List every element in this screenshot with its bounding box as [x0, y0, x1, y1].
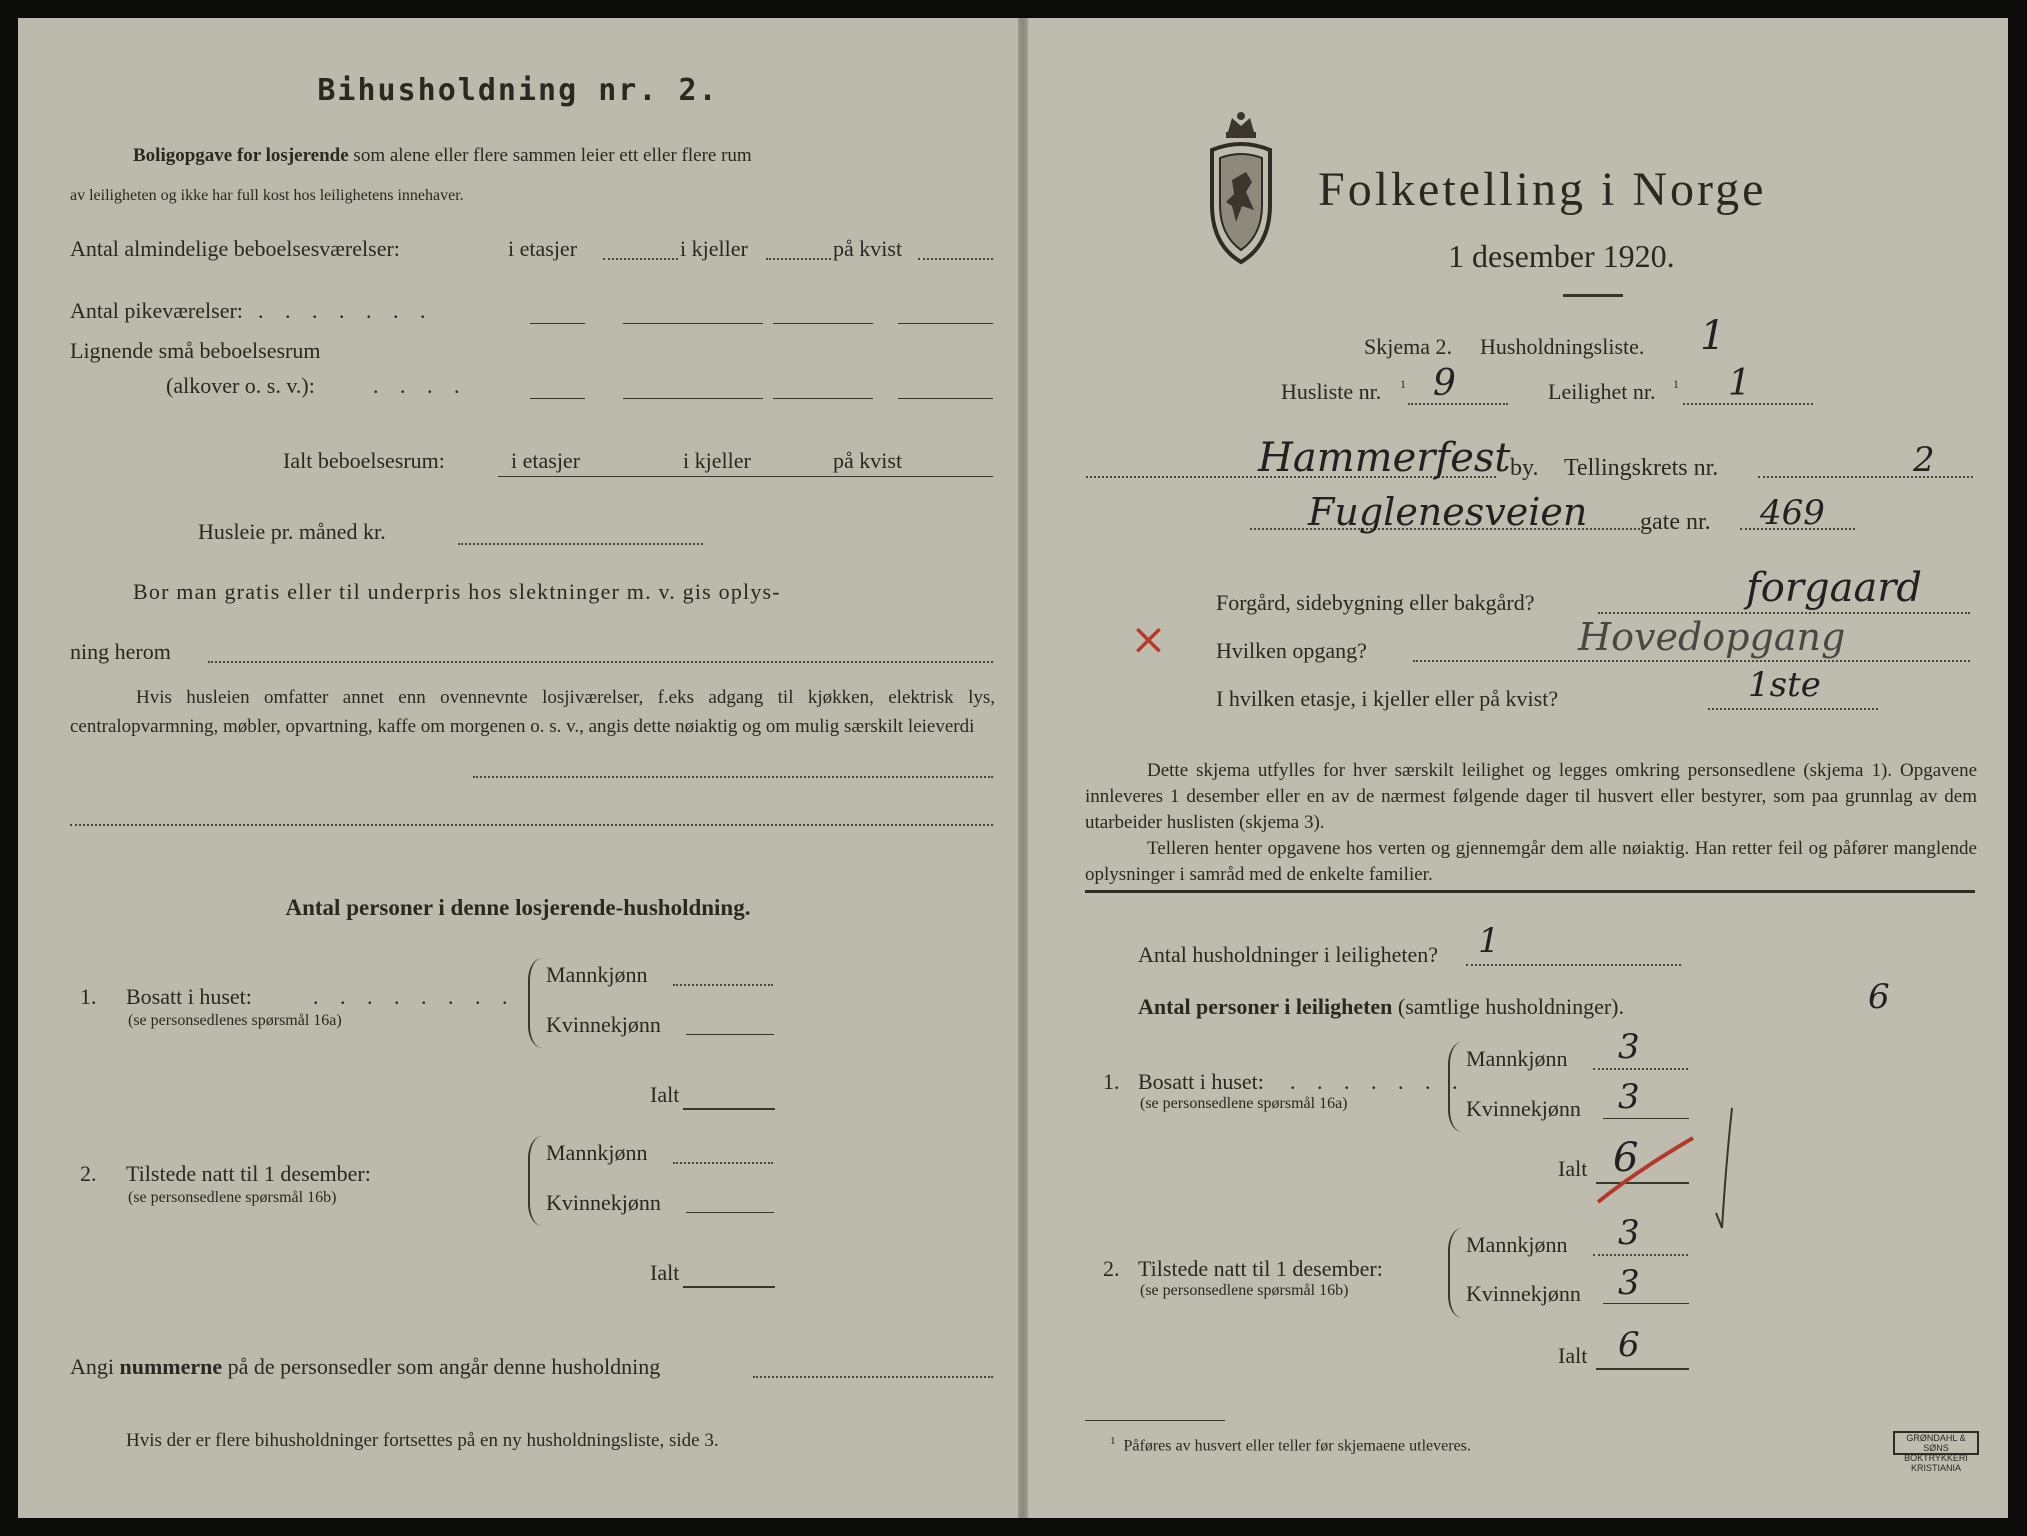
total-rooms-field[interactable]: [498, 476, 993, 477]
total-rooms-label: Ialt beboelsesrum:: [283, 448, 445, 473]
rooms-cellar-field[interactable]: [766, 258, 831, 260]
small-rooms-attic-field[interactable]: [773, 398, 873, 399]
q2-male-label: Mannkjønn: [546, 1140, 648, 1165]
instructions-1: Dette skjema utfylles for hver særskilt leilighet og legges omkring personsedlene (skjema 1). Opgavene innleveres 1 desember eller en av de nærmest følgende dager til husvert eller bestyrer, som paa grunnlag av dem utarbeider huslisten (skjema 3).: [1085, 760, 1977, 833]
total-rooms-cellar-label: i kjeller: [683, 448, 751, 473]
r-q1-brace: [1448, 1042, 1464, 1132]
left-title: Bihusholdning nr. 2.: [317, 73, 719, 108]
instructions-2: Telleren henter opgavene hos verten og gjennemgår dem alle nøiaktig. Han retter feil og påfører manglende oplysninger i samråd med de enkelte familier.: [1085, 838, 1977, 885]
right-page: [1028, 18, 2008, 1518]
households-label: Antal husholdninger i leiligheten?: [1138, 942, 1438, 967]
free-housing-line-1: Bor man gratis eller til underpris hos slektninger m. v. gis oplys-: [133, 579, 781, 604]
r-q1-label: Bosatt i huset:: [1138, 1069, 1264, 1094]
printer-stamp: GRØNDAHL & SØNS BOKTRYKKERI KRISTIANIA: [1893, 1431, 1979, 1455]
date-underline: [1563, 294, 1623, 297]
small-rooms-floor-field[interactable]: [530, 398, 585, 399]
entrance-label: Hvilken opgang?: [1216, 638, 1367, 663]
intro-line-2: av leiligheten og ikke har full kost hos leilighetens innehaver.: [70, 187, 464, 204]
maid-rooms-floor-field[interactable]: [530, 323, 585, 324]
total-rooms-attic-label: på kvist: [833, 448, 903, 473]
district-field[interactable]: [1758, 476, 1973, 478]
street-number[interactable]: 469: [1760, 493, 1825, 533]
q2-brace: [528, 1136, 544, 1226]
q1-label: Bosatt i huset:: [126, 984, 252, 1009]
r-q1-total-label: Ialt: [1558, 1156, 1588, 1181]
free-housing-line-2: ning herom: [70, 639, 171, 664]
rent-note-field[interactable]: [473, 776, 993, 778]
entrance-field[interactable]: [1413, 660, 1970, 662]
maid-rooms-dots: . . . . . . .: [258, 298, 434, 323]
rent-field[interactable]: [458, 543, 703, 545]
house-list-footnote-mark: 1: [1400, 377, 1406, 391]
schema-label: Skjema 2.: [1364, 334, 1452, 359]
city-value[interactable]: Hammerfest: [1258, 435, 1511, 481]
page-fold: [1018, 18, 1028, 1518]
r-q2-brace: [1448, 1228, 1464, 1318]
q1-female-field[interactable]: [686, 1034, 774, 1035]
q2-female-label: Kvinnekjønn: [546, 1190, 661, 1215]
household-list-label: Husholdningsliste.: [1480, 334, 1645, 359]
r-q1-sub: (se personsedlene spørsmål 16a): [1140, 1095, 1348, 1112]
flat-number[interactable]: 1: [1728, 363, 1751, 404]
household-list-number[interactable]: 1: [1700, 313, 1726, 359]
maid-rooms-attic-field[interactable]: [773, 323, 873, 324]
left-footer: Hvis der er flere bihusholdninger fortsettes på en ny husholdningsliste, side 3.: [126, 1430, 719, 1451]
flat-label: Leilighet nr.: [1548, 379, 1656, 404]
small-rooms-cellar-field[interactable]: [623, 398, 763, 399]
r-q2-female-value[interactable]: 3: [1618, 1263, 1640, 1303]
r-q1-female-value[interactable]: 3: [1618, 1077, 1640, 1117]
norway-coat-of-arms-icon: [1206, 110, 1276, 270]
red-pencil-mark: ×: [1130, 614, 1167, 665]
q1-number: 1.: [80, 984, 97, 1009]
q1-total-label: Ialt: [650, 1082, 680, 1107]
rent-note: Hvis husleien omfatter annet enn ovennevnte losjiværelser, f.eks adgang til kjøkken, elektrisk lys, centralopvarmning, møbler, opvartning, kaffe om morgenen o. s. v., angis dette nøiaktig og om mulig særskilt leieverdi: [70, 687, 995, 737]
q1-sub: (se personsedlenes spørsmål 16a): [128, 1012, 342, 1029]
house-list-label: Husliste nr.: [1281, 379, 1382, 404]
street-label: gate nr.: [1640, 509, 1711, 535]
house-list-number[interactable]: 9: [1433, 363, 1456, 404]
q2-total-label: Ialt: [650, 1260, 680, 1285]
q1-female-label: Kvinnekjønn: [546, 1012, 661, 1037]
rooms-attic-field[interactable]: [918, 258, 993, 260]
district-label: Tellingskrets nr.: [1564, 455, 1719, 481]
r-q1-male-field[interactable]: [1593, 1068, 1688, 1070]
rooms-label: Antal almindelige beboelsesværelser:: [70, 236, 400, 261]
intro-line-1: Boligopgave for losjerende som alene eller flere sammen leier ett eller flere rum: [133, 145, 752, 166]
floor-label: I hvilken etasje, i kjeller eller på kvist?: [1216, 686, 1559, 711]
rooms-floor-label: i etasjer: [508, 236, 578, 261]
q1-brace: [528, 958, 544, 1048]
maid-rooms-extra-field[interactable]: [898, 323, 993, 324]
persons-value[interactable]: 6: [1868, 977, 1890, 1017]
yard-label: Forgård, sidebygning eller bakgård?: [1216, 590, 1535, 615]
persons-heading: Antal personer i denne losjerende-husholdning.: [285, 895, 751, 920]
q1-male-field[interactable]: [673, 984, 773, 986]
house-list-field[interactable]: [1408, 403, 1508, 405]
numbers-line: Angi nummerne på de personsedler som angår denne husholdning: [70, 1354, 661, 1379]
footnote: $^1$ Påføres av husvert eller teller før skjemaene utleveres.: [1110, 1435, 1471, 1455]
census-date: 1 desember 1920.: [1448, 238, 1675, 274]
r-q1-total-value[interactable]: 6: [1613, 1135, 1639, 1181]
q2-female-field[interactable]: [686, 1212, 774, 1213]
r-q2-label: Tilstede natt til 1 desember:: [1138, 1256, 1383, 1281]
q2-number: 2.: [80, 1161, 97, 1186]
r-q2-total-label: Ialt: [1558, 1343, 1588, 1368]
small-rooms-label-2: (alkover o. s. v.):: [166, 373, 315, 398]
maid-rooms-label: Antal pikeværelser:: [70, 298, 243, 323]
red-check-stroke-icon: [1588, 1130, 1708, 1210]
r-q2-number: 2.: [1103, 1256, 1120, 1281]
yard-field[interactable]: [1598, 612, 1970, 614]
q1-total-field[interactable]: [683, 1108, 775, 1110]
floor-field[interactable]: [1708, 708, 1878, 710]
households-value[interactable]: 1: [1478, 921, 1500, 961]
rooms-cellar-label: i kjeller: [680, 236, 748, 261]
r-q2-female-label: Kvinnekjønn: [1466, 1281, 1581, 1306]
r-q1-female-label: Kvinnekjønn: [1466, 1096, 1581, 1121]
r-q2-female-field[interactable]: [1603, 1303, 1689, 1304]
small-rooms-dots: . . . .: [373, 373, 468, 398]
r-q2-total-field[interactable]: [1596, 1368, 1689, 1370]
r-q2-sub: (se personsedlene spørsmål 16b): [1140, 1282, 1349, 1299]
small-rooms-extra-field[interactable]: [898, 398, 993, 399]
pencil-tick-icon: [1708, 1103, 1738, 1233]
r-q2-male-value[interactable]: 3: [1618, 1213, 1640, 1253]
q2-male-field[interactable]: [673, 1162, 773, 1164]
rooms-attic-label: på kvist: [833, 236, 903, 261]
district-number[interactable]: 2: [1913, 440, 1935, 480]
street-value[interactable]: Fuglenesveien: [1308, 490, 1588, 534]
q2-label: Tilstede natt til 1 desember:: [126, 1161, 371, 1186]
r-q1-number: 1.: [1103, 1069, 1120, 1094]
yard-value[interactable]: forgaard: [1746, 565, 1923, 611]
rent-label: Husleie pr. måned kr.: [198, 519, 386, 544]
r-q2-male-label: Mannkjønn: [1466, 1232, 1568, 1257]
q1-dots: . . . . . . . .: [313, 984, 516, 1009]
maid-rooms-cellar-field[interactable]: [623, 323, 763, 324]
census-form-sheet: [18, 18, 2008, 1518]
small-rooms-label-1: Lignende små beboelsesrum: [70, 338, 321, 363]
left-page: [18, 18, 1018, 1518]
r-q1-male-value[interactable]: 3: [1618, 1027, 1640, 1067]
footnote-rule: [1085, 1420, 1225, 1421]
q2-sub: (se personsedlene spørsmål 16b): [128, 1189, 337, 1206]
r-q2-male-field[interactable]: [1593, 1254, 1688, 1256]
city-label: by.: [1510, 455, 1539, 481]
entrance-value[interactable]: Hovedopgang: [1578, 615, 1846, 659]
right-title: Folketelling i Norge: [1318, 163, 1767, 216]
total-rooms-floor-label: i etasjer: [511, 448, 581, 473]
r-q1-dots: . . . . . . .: [1290, 1069, 1466, 1094]
r-q1-male-label: Mannkjønn: [1466, 1046, 1568, 1071]
floor-value[interactable]: 1ste: [1748, 665, 1821, 705]
numbers-field[interactable]: [753, 1376, 993, 1378]
flat-footnote-mark: 1: [1673, 377, 1679, 391]
q1-male-label: Mannkjønn: [546, 962, 648, 987]
rooms-floor-field[interactable]: [603, 258, 678, 260]
rent-note-field-2[interactable]: [70, 824, 993, 826]
households-field[interactable]: [1466, 964, 1681, 966]
persons-line: Antal personer i leiligheten (samtlige husholdninger).: [1138, 994, 1624, 1019]
q2-total-field[interactable]: [683, 1286, 775, 1288]
r-q1-female-field[interactable]: [1603, 1118, 1689, 1119]
r-q2-total-value[interactable]: 6: [1618, 1325, 1640, 1365]
free-housing-field[interactable]: [208, 661, 993, 663]
section-rule: [1085, 890, 1975, 893]
